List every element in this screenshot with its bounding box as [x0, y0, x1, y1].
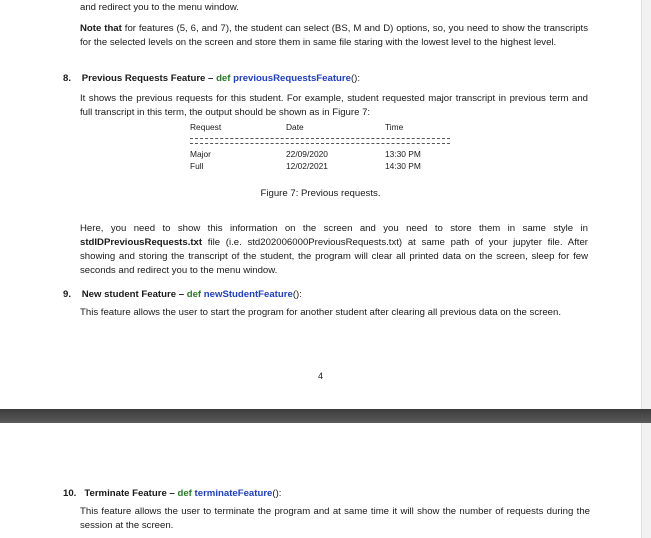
- table-cell: 13:30 PM: [385, 149, 421, 159]
- section-10-number: 10.: [63, 488, 77, 499]
- section-10-title: Terminate Feature: [84, 488, 167, 499]
- table-cell: Full: [190, 161, 204, 171]
- section-9-dash: –: [176, 289, 187, 300]
- section-10-dash: –: [166, 488, 178, 499]
- table-cell: 12/02/2021: [286, 161, 328, 171]
- figure-caption: Figure 7: Previous requests.: [260, 188, 381, 199]
- section-9-function-name: newStudentFeature: [203, 289, 293, 300]
- section-9-body: This feature allows the user to start the program for another student after clearing all previous data on the screen.: [80, 307, 562, 318]
- section-9-def-keyword: def: [186, 289, 204, 300]
- table-header-request: Request: [190, 122, 222, 132]
- section-8-dash: –: [205, 73, 217, 84]
- section-8-function-name: previousRequestsFeature: [233, 73, 351, 84]
- section-9-number: 9.: [63, 289, 72, 300]
- table-divider: [190, 138, 450, 144]
- note-label: Note that: [80, 23, 122, 34]
- section-9-title: New student Feature: [81, 289, 177, 300]
- document-page-5: [0, 423, 641, 538]
- note-text: for features (5, 6, and 7), the student can select (BS, M and D) options, so, you need to show the transcripts for the selected levels on the screen and store them in same file staring with the lowest level to the highest level.: [80, 23, 588, 48]
- page-number: 4: [317, 371, 323, 381]
- redirect-line: and redirect you to the menu window.: [80, 2, 239, 13]
- storage-text-a: Here, you need to show this information on the screen and you need to store them in same style in: [80, 223, 588, 234]
- storage-text-b: file (i.e. std202006000PreviousRequests.txt) at same path of your jupyter file. After showing and storing the transcript of the student, the program will clear all printed data on the screen, sleep for few seconds and redirect you to the menu window.: [80, 237, 588, 276]
- section-8-title: Previous Requests Feature: [81, 73, 206, 84]
- section-8-body: It shows the previous requests for this student. For example, student requested major transcript in previous term and full transcript in this term, the output should be shown as in Figure 7:: [80, 93, 588, 118]
- storage-paragraph: [80, 222, 588, 278]
- section-8-parens: ():: [350, 73, 361, 84]
- section-8-heading: [63, 72, 360, 86]
- table-header-time: Time: [385, 122, 404, 132]
- storage-filename: stdIDPreviousRequests.txt: [80, 237, 203, 248]
- section-10-parens: ():: [272, 488, 282, 499]
- section-8-number: 8.: [63, 73, 72, 84]
- page-separator: [0, 409, 651, 423]
- table-cell: 14:30 PM: [385, 161, 421, 171]
- section-10-function-name: terminateFeature: [194, 488, 273, 499]
- section-10-body: This feature allows the user to terminate the program and at same time it will show the number of requests during the session at the screen.: [80, 506, 590, 531]
- section-9-parens: ():: [292, 289, 302, 300]
- section-8-def-keyword: def: [216, 73, 234, 84]
- note-paragraph: [80, 22, 588, 50]
- table-header-date: Date: [286, 122, 304, 132]
- section-9-heading: [63, 288, 302, 302]
- table-cell: 22/09/2020: [286, 149, 328, 159]
- viewer-scrollbar-track[interactable]: [641, 0, 651, 538]
- table-cell: Major: [190, 149, 211, 159]
- section-10-heading: [63, 487, 281, 501]
- section-10-def-keyword: def: [177, 488, 195, 499]
